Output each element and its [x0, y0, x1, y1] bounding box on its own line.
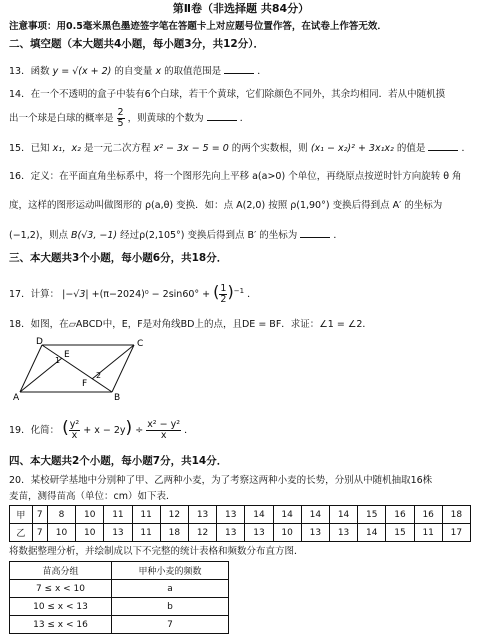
table-row: [10, 580, 229, 598]
q19-den-1: x: [71, 430, 78, 441]
q19-num-2: x² − y²: [147, 419, 181, 430]
question-16-line2: 度，这样的图形运动叫做图形的 ρ(a,θ) 变换．如：点 A(2,0) 按照 ρ(1,90°) 变换后得到点 A′ 的坐标为: [9, 200, 443, 211]
q15-text-e: ．: [461, 143, 471, 154]
q15-equation: x² − 3x − 5 = 0: [153, 143, 229, 154]
question-15: [9, 141, 476, 155]
table-cell: 14: [301, 506, 329, 524]
q17-paren: (: [213, 282, 220, 302]
table-cell: 7: [32, 524, 47, 542]
q14-den: 5: [117, 118, 124, 129]
table-cell: 12: [160, 506, 188, 524]
table-cell: 7: [32, 506, 47, 524]
height-table-body: [10, 506, 471, 542]
table-cell: 7: [111, 616, 228, 634]
q19-den-2: x: [160, 430, 167, 441]
table-cell: 18: [442, 506, 470, 524]
q14-text-a: 出一个球是白球的概率是: [9, 113, 114, 124]
q17-num: 1: [220, 283, 227, 295]
q19-text-a: 19．化简：: [9, 425, 60, 436]
table-cell: 13: [104, 524, 132, 542]
table-row: [10, 598, 229, 616]
question-19: [9, 415, 476, 444]
question-17: [9, 280, 476, 306]
q17-den: 2: [220, 294, 227, 306]
q13-text-b: 的自变量: [114, 66, 153, 77]
q15-expression: (x₁ − x₂)² + 3x₁x₂: [310, 143, 394, 154]
frequency-table: [9, 561, 229, 634]
table-cell: 10: [76, 506, 104, 524]
table-cell: b: [111, 598, 228, 616]
q16-text-b: 经过ρ(2,105°) 变换后得到点 B′ 的坐标为: [120, 230, 298, 241]
q17-text-c: ．: [247, 289, 257, 301]
table-cell: 甲: [10, 506, 33, 524]
parallelogram-figure: [12, 336, 162, 402]
table-cell: 13 ≤ x < 16: [10, 616, 112, 634]
table-cell: 13: [217, 506, 245, 524]
table-cell: 15: [358, 506, 386, 524]
q15-text-a: 15．已知: [9, 143, 50, 154]
answer-blank[interactable]: [207, 111, 237, 121]
q14-fraction: [117, 108, 125, 129]
question-14-line2: [9, 108, 476, 130]
side-da: [20, 345, 42, 392]
q13-var: x: [155, 66, 162, 77]
table-cell: 11: [104, 506, 132, 524]
q19-text-c: ．: [184, 425, 194, 436]
table-cell: 苗高分组: [10, 562, 112, 580]
label-angle-2: 2: [96, 371, 102, 380]
q19-fraction-1: [69, 420, 80, 441]
table-cell: 18: [160, 524, 188, 542]
notice: 注意事项：用0.5毫米黑色墨迹签字笔在答题卡上对应题号位置作答，在试卷上作答无效．: [9, 21, 387, 32]
table-cell: 13: [245, 524, 273, 542]
table-row: [10, 524, 471, 542]
q16-point-b: B(√3, −1): [71, 230, 118, 241]
question-20-line2: 麦苗，测得苗高（单位：cm）如下表．: [9, 491, 176, 502]
table-cell: 12: [188, 524, 216, 542]
table-cell: 16: [386, 506, 414, 524]
table-row: [10, 616, 229, 634]
section3-heading: 三、本大题共3个小题，每小题6分，共18分．: [9, 252, 228, 264]
question-20-line3: 将数据整理分析，并绘制成以下不完整的统计表格和频数分布直方图．: [9, 546, 304, 557]
q15-text-d: 的值是: [396, 143, 426, 154]
table-cell: 乙: [10, 524, 33, 542]
table-cell: 7 ≤ x < 10: [10, 580, 112, 598]
side-bc: [112, 345, 134, 392]
q15-text-c: 的两个实数根，则: [231, 143, 308, 154]
q19-num-1: y²: [69, 419, 80, 430]
table-cell: 甲种小麦的频数: [111, 562, 228, 580]
q17-abs: |−√3|: [62, 289, 89, 301]
q19-divide: ÷: [135, 425, 144, 436]
table-cell: a: [111, 580, 228, 598]
table-cell: 11: [132, 524, 160, 542]
answer-blank[interactable]: [428, 141, 458, 151]
label-b: B: [114, 393, 121, 402]
answer-blank[interactable]: [224, 64, 254, 74]
table-cell: 11: [414, 524, 442, 542]
label-a: A: [13, 393, 20, 402]
table-cell: 11: [132, 506, 160, 524]
diagonal-bd: [42, 345, 112, 392]
q14-num: 2: [117, 107, 124, 118]
q14-text-c: ．: [239, 113, 250, 124]
table-cell: 10: [273, 524, 301, 542]
q15-roots: x₁，x₂: [52, 143, 81, 154]
q16-text-a: (−1,2)，则点: [9, 230, 68, 241]
question-13: [9, 64, 476, 78]
section4-heading: 四、本大题共2个小题，每小题7分，共14分．: [9, 455, 228, 467]
answer-blank[interactable]: [300, 228, 330, 238]
question-16-line3: [9, 228, 476, 242]
q17-text-a: 17．计算：: [9, 289, 60, 301]
label-f: F: [82, 379, 88, 389]
table-cell: 10: [76, 524, 104, 542]
table-cell: 14: [245, 506, 273, 524]
section2-heading: 二、填空题（本大题共4小题，每小题3分，共12分）．: [9, 38, 264, 50]
table-cell: 10: [47, 524, 75, 542]
section-title: 第Ⅱ卷（非选择题 共84分）: [172, 2, 310, 15]
label-c: C: [137, 339, 144, 349]
q14-text-b: ，则黄球的个数为: [127, 113, 204, 124]
table-cell: 14: [273, 506, 301, 524]
table-row: [10, 562, 229, 580]
table-cell: 15: [386, 524, 414, 542]
height-table: [9, 505, 471, 542]
q13-text-d: ．: [257, 66, 267, 77]
q13-text-a: 13．函数: [9, 66, 50, 77]
table-cell: 10 ≤ x < 13: [10, 598, 112, 616]
table-cell: 8: [47, 506, 75, 524]
q19-mid: + x − 2y: [83, 425, 126, 436]
table-cell: 14: [329, 506, 357, 524]
q15-text-b: 是一元二次方程: [84, 143, 151, 154]
q13-text-c: 的取值范围是: [164, 66, 222, 77]
label-d: D: [36, 337, 43, 347]
table-cell: 13: [301, 524, 329, 542]
table-cell: 17: [442, 524, 470, 542]
question-20-line1: 20．某校研学基地中分别种了甲、乙两种小麦，为了考察这两种小麦的长势，分别从中随机抽取16株: [9, 475, 433, 486]
table-cell: 13: [217, 524, 245, 542]
q13-formula: y = √(x + 2): [52, 66, 112, 77]
q17-paren: ): [227, 282, 234, 302]
q16-text-c: ．: [333, 230, 343, 241]
table-cell: 16: [414, 506, 442, 524]
table-row: [10, 506, 471, 524]
q19-fraction-2: [146, 420, 181, 441]
q19-paren: (: [62, 418, 69, 438]
q17-text-b: +(π−2024)⁰ − 2sin60° +: [91, 289, 211, 301]
table-cell: 13: [329, 524, 357, 542]
q17-exponent: −1: [233, 287, 245, 295]
label-angle-1: 1: [55, 356, 61, 365]
table-cell: 14: [358, 524, 386, 542]
question-18: 18．如图，在▱ABCD中，E，F是对角线BD上的点，且DE = BF．求证：∠1 = ∠2．: [9, 319, 372, 330]
question-16-line1: 16．定义：在平面直角坐标系中，将一个图形先向上平移 a(a>0) 个单位，再绕原点按逆时针方向旋转 θ 角: [9, 171, 462, 182]
table-cell: 13: [188, 506, 216, 524]
label-e: E: [64, 350, 70, 360]
question-14-line1: 14．在一个不透明的盒子中装有6个白球，若干个黄球，它们除颜色不同外，其余均相同．若从中随机摸: [9, 89, 446, 100]
frequency-table-body: [10, 562, 229, 634]
q19-paren: ): [125, 418, 133, 438]
